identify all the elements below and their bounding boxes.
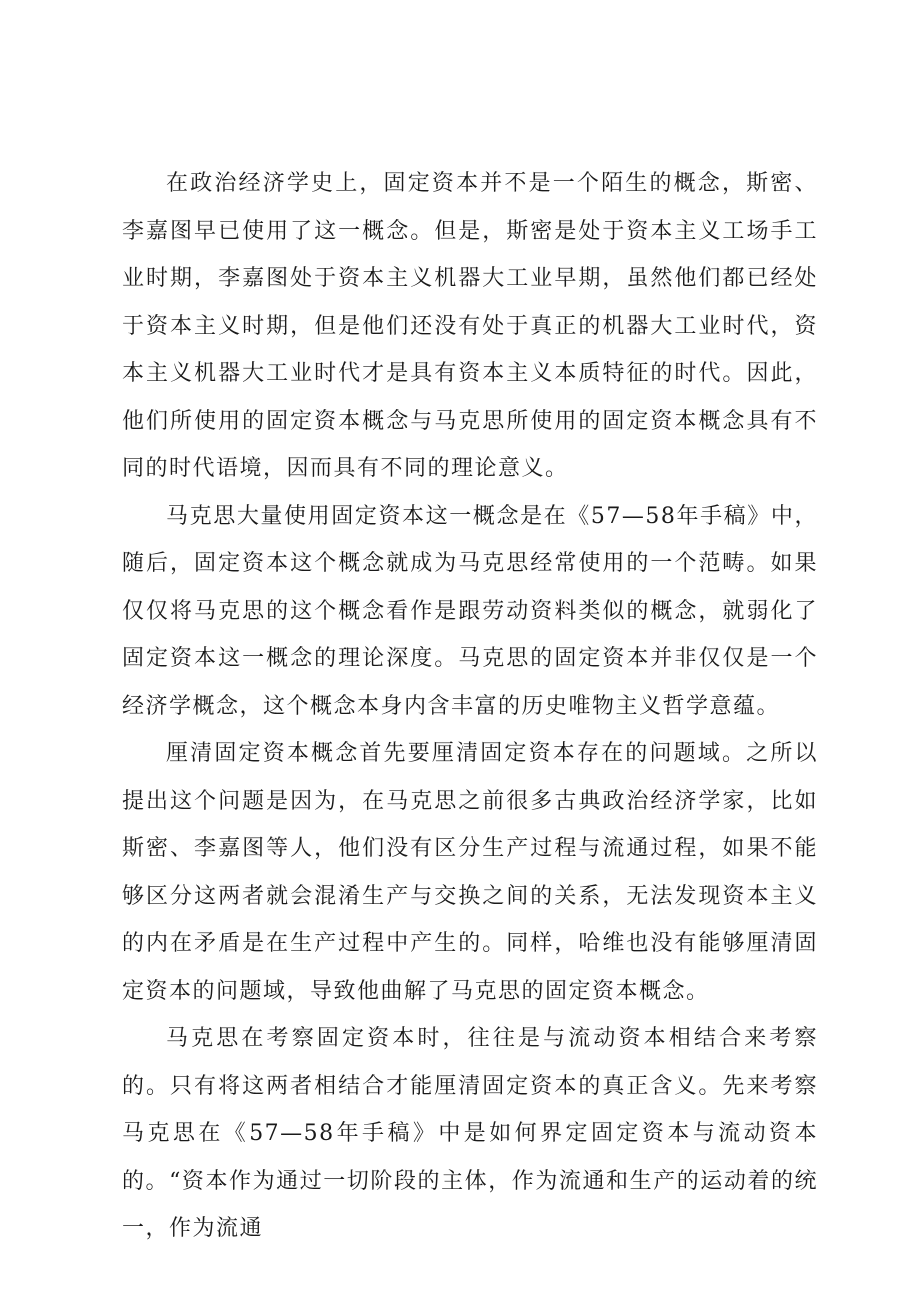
document-page: [122, 160, 818, 1253]
paragraph-1: 在政治经济学史上，固定资本并不是一个陌生的概念，斯密、李嘉图早已使用了这一概念。但是，斯密是处于资本主义工场手工业时期，李嘉图处于资本主义机器大工业早期，虽然他们都已经处于资本主义时期，但是他们还没有处于真正的机器大工业时代，资本主义机器大工业时代才是具有资本主义本质特征的时代。因此，他们所使用的固定资本概念与马克思所使用的固定资本概念具有不同的时代语境，因而具有不同的理论意义。: [122, 171, 818, 481]
paragraph-3: 厘清固定资本概念首先要厘清固定资本存在的问题域。之所以提出这个问题是因为，在马克思之前很多古典政治经济学家，比如斯密、李嘉图等人，他们没有区分生产过程与流通过程，如果不能够区分这两者就会混淆生产与交换之间的关系，无法发现资本主义的内在矛盾是在生产过程中产生的。同样，哈维也没有能够厘清固定资本的问题域，导致他曲解了马克思的固定资本概念。: [122, 741, 818, 1004]
paragraph-4: 马克思在考察固定资本时，往往是与流动资本相结合来考察的。只有将这两者相结合才能厘清固定资本的真正含义。先来考察马克思在《57—58年手稿》中是如何界定固定资本与流动资本的。“资本作为通过一切阶段的主体，作为流通和生产的运动着的统一，作为流通: [122, 1026, 818, 1241]
paragraph-2: 马克思大量使用固定资本这一概念是在《57—58年手稿》中，随后，固定资本这个概念就成为马克思经常使用的一个范畴。如果仅仅将马克思的这个概念看作是跟劳动资料类似的概念，就弱化了固定资本这一概念的理论深度。马克思的固定资本并非仅仅是一个经济学概念，这个概念本身内含丰富的历史唯物主义哲学意蕴。: [122, 503, 818, 719]
